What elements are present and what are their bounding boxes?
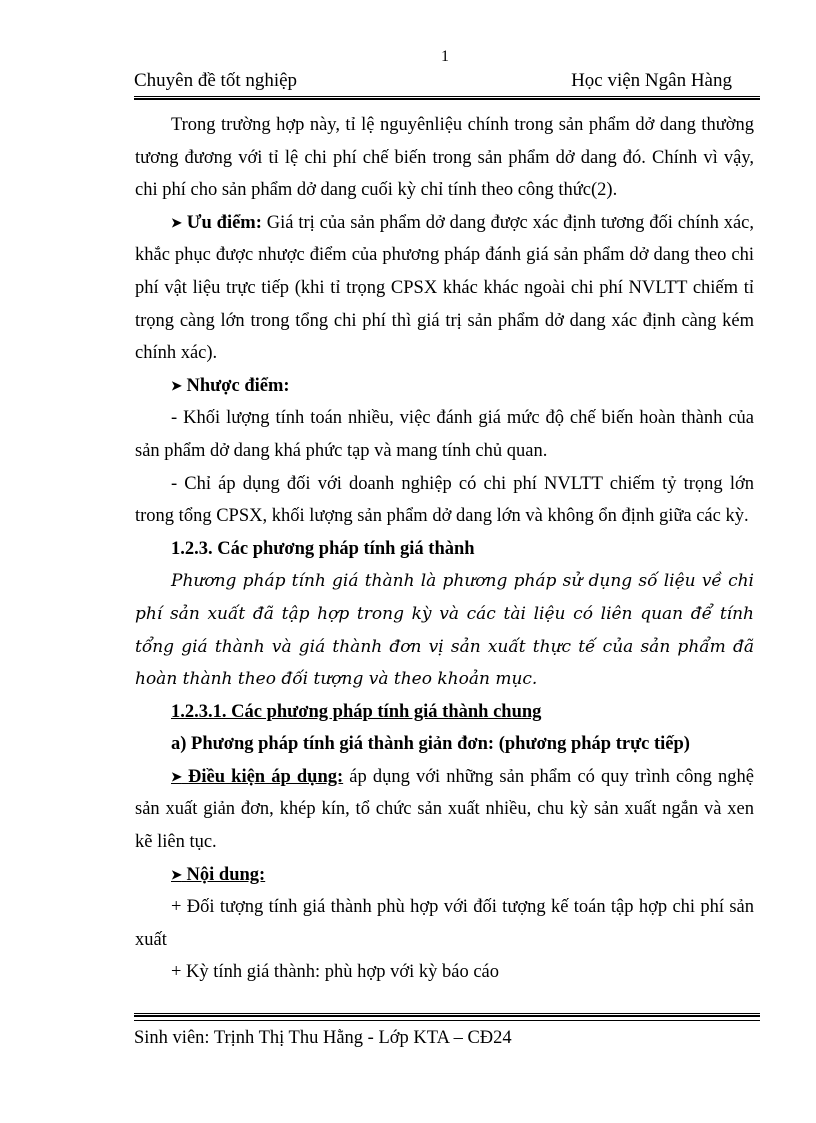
- paragraph-disadvantage-1: - Khối lượng tính toán nhiều, việc đánh giá mức độ chế biến hoàn thành của sản phẩm dở dang khá phức tạp và mang tính chủ quan.: [135, 408, 754, 461]
- advantages-label: Ưu điểm:: [186, 212, 262, 233]
- advantages-text: Giá trị của sản phẩm dở dang được xác định tương đối chính xác, khắc phục được nhược điểm của phương pháp đánh giá sản phẩm dở dang theo chi phí vật liệu trực tiếp (khi tỉ trọng CPSX khác khác ngoài chi phí NVLTT chiếm tỉ trọng càng lớn trong tổng chi phí thì giá trị sản phẩm dở dang xác định càng kém chính xác).: [135, 212, 755, 364]
- conditions-text: áp dụng với những sản phẩm có quy trình công nghệ sản xuất giản đơn, khép kín, tổ chức sản xuất nhiều, chu kỳ sản xuất ngắn và xen kẽ liên tục.: [135, 766, 755, 853]
- paragraph-conditions: [135, 761, 754, 859]
- page-header: [134, 68, 756, 96]
- footer-rule-top: [134, 1013, 760, 1017]
- paragraph-disadvantages-label: [135, 370, 754, 403]
- conditions-label-group: [171, 767, 343, 787]
- content-label: Nội dung:: [186, 864, 266, 885]
- footer-rule-bottom: [134, 1020, 760, 1021]
- paragraph-plus-2: + Kỳ tính giá thành: phù hợp với kỳ báo cáo: [171, 962, 500, 983]
- header-rule: [134, 96, 760, 100]
- arrow-icon: ➤: [171, 214, 182, 230]
- page-number: 1: [441, 48, 449, 65]
- paragraph-advantages: [135, 207, 754, 370]
- arrow-icon: ➤: [171, 866, 182, 882]
- subsection-heading-a: a) Phương pháp tính giá thành giản đơn: (phương pháp trực tiếp): [171, 734, 690, 755]
- disadvantages-label: Nhược điểm:: [186, 375, 290, 396]
- arrow-icon: ➤: [171, 377, 182, 393]
- paragraph-intro: Trong trường hợp này, tỉ lệ nguyênliệu chính trong sản phẩm dở dang thường tương đương với tỉ lệ chi phí chế biến trong sản phẩm dở dang đó. Chính vì vậy, chi phí cho sản phẩm dở dang cuối kỳ chỉ tính theo công thức(2).: [135, 115, 754, 201]
- header-title-left: Chuyên đề tốt nghiệp: [134, 70, 298, 91]
- conditions-label: Điều kiện áp dụng:: [188, 766, 344, 787]
- section-heading-1-2-3: 1.2.3. Các phương pháp tính giá thành: [171, 538, 475, 559]
- paragraph-content-label: [135, 859, 754, 892]
- content-label-group: [171, 865, 265, 885]
- paragraph-disadvantage-2: - Chỉ áp dụng đối với doanh nghiệp có chi phí NVLTT chiếm tỷ trọng lớn trong tổng CPSX, khối lượng sản phẩm dở dang lớn và không ổn định giữa các kỳ.: [135, 473, 754, 527]
- section-heading-1-2-3-1: 1.2.3.1. Các phương pháp tính giá thành chung: [171, 701, 542, 722]
- arrow-icon: ➤: [171, 768, 182, 784]
- page-footer: Sinh viên: Trịnh Thị Thu Hằng - Lớp KTA – CĐ24: [134, 1028, 512, 1048]
- paragraph-plus-1: + Đối tượng tính giá thành phù hợp với đối tượng kế toán tập hợp chi phí sản xuất: [135, 897, 754, 950]
- header-title-right: Học viện Ngân Hàng: [571, 70, 732, 91]
- document-body: [135, 109, 754, 989]
- paragraph-definition: Phương pháp tính giá thành là phương pháp sử dụng số liệu về chi phí sản xuất đã tập hợp trong kỳ và các tài liệu có liên quan để tính tổng giá thành và giá thành đơn vị sản xuất thực tế của sản phẩm đã hoàn thành theo đối tượng và theo khoản mục.: [135, 571, 754, 690]
